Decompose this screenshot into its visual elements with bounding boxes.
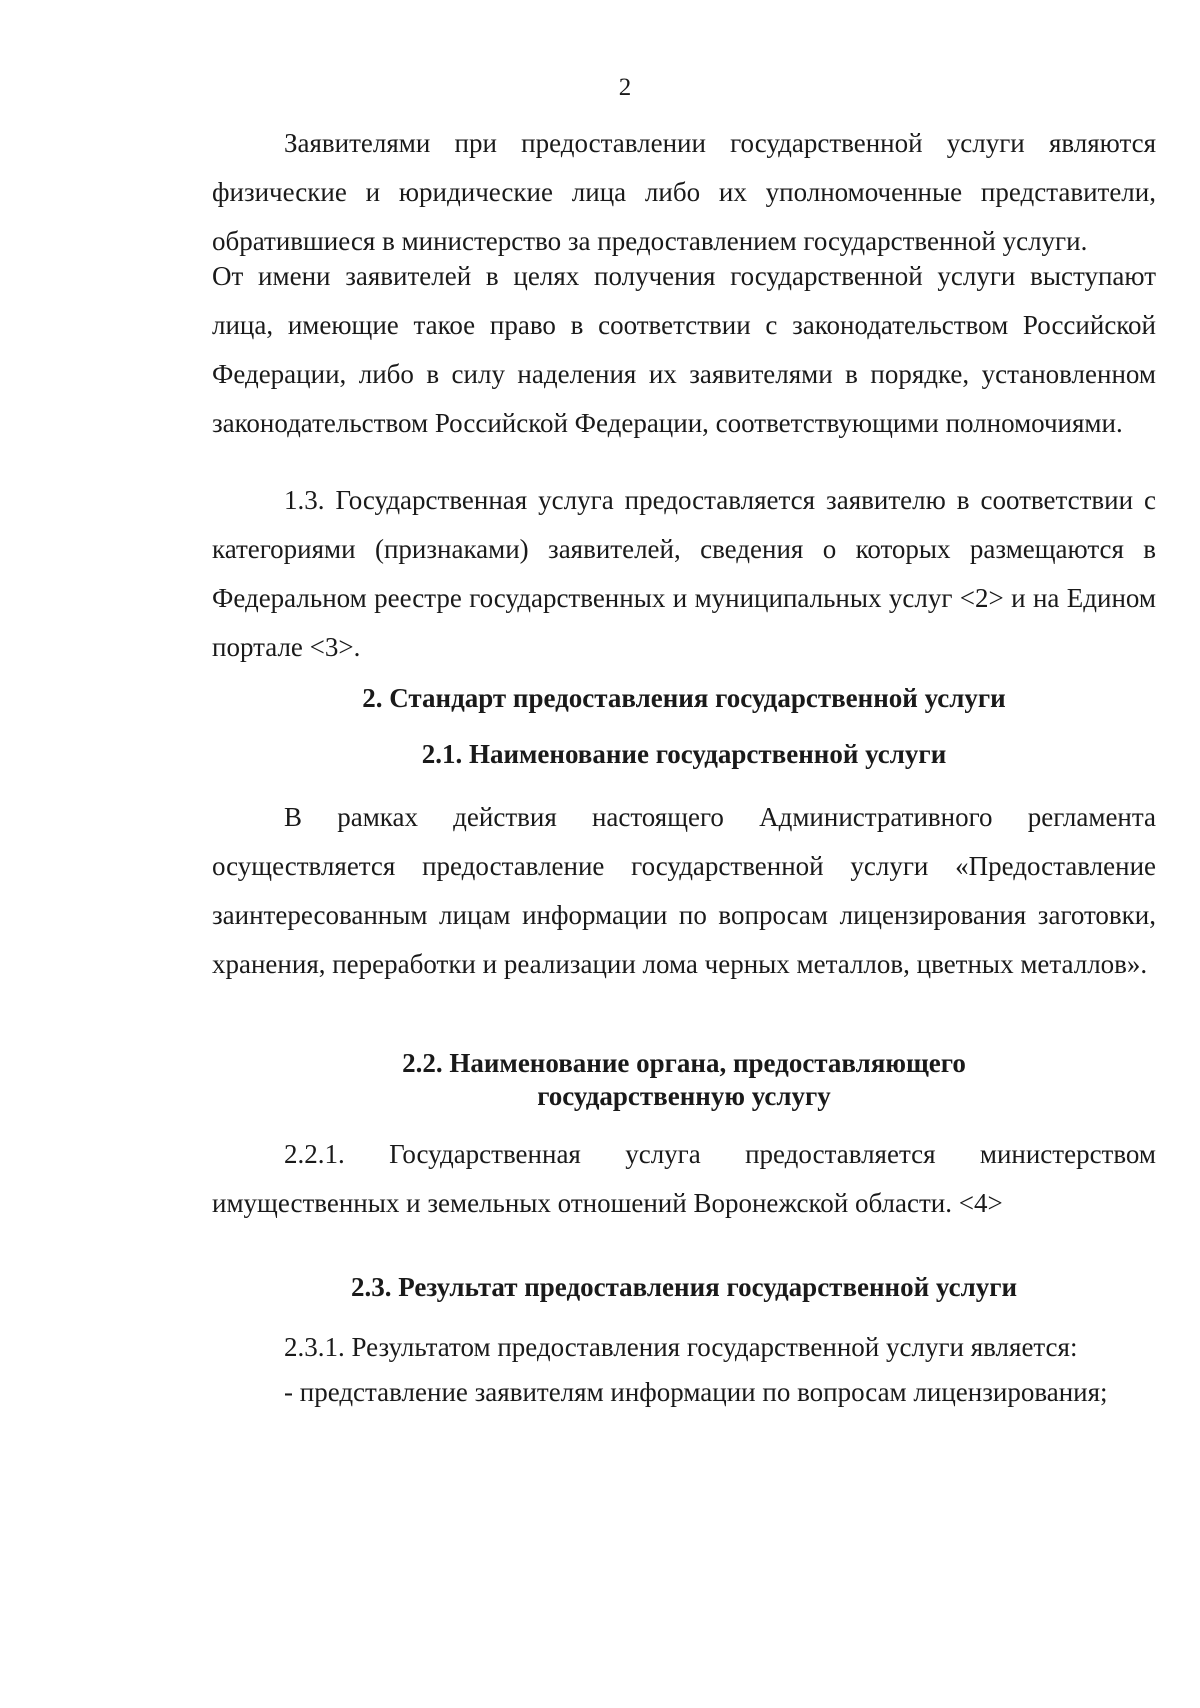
- paragraph-2-1: В рамках действия настоящего Административного регламента осуществляется предоставление государственной услуги «Предоставление заинтересованным лицам информации по вопросам лицензирования заготовки, хранения, переработки и реализации лома черных металлов, цветных металлов».: [212, 802, 1156, 979]
- result-list-item: - представление заявителям информации по вопросам лицензирования;: [284, 1377, 1108, 1407]
- page-number: 2: [618, 74, 632, 101]
- section-2-2-heading-line1: 2.2. Наименование органа, предоставляющего: [402, 1048, 966, 1078]
- section-2-heading: 2. Стандарт предоставления государственной услуги: [362, 683, 1006, 713]
- section-2-2-heading-line2: государственную услугу: [537, 1081, 831, 1111]
- intro-paragraph-applicants: Заявителями при предоставлении государственной услуги являются физические и юридические лица либо их уполномоченные представители, обратившиеся в министерство за предоставлением государственной услуги.: [212, 128, 1156, 256]
- section-2-3-heading: 2.3. Результат предоставления государственной услуги: [350, 1272, 1018, 1302]
- paragraph-2-2-1: 2.2.1. Государственная услуга предоставляется министерством имущественных и земельных отношений Воронежской области. <4>: [212, 1139, 1156, 1218]
- paragraph-1-3: 1.3. Государственная услуга предоставляется заявителю в соответствии с категориями (признаками) заявителей, сведения о которых размещаются в Федеральном реестре государственных и муниципальных услуг <2> и на Едином портале <3>.: [212, 485, 1156, 662]
- intro-paragraph-representatives: От имени заявителей в целях получения государственной услуги выступают лица, имеющие такое право в соответствии с законодательством Российской Федерации, либо в силу наделения их заявителями в порядке, установленном законодательством Российской Федерации, соответствующими полномочиями.: [212, 261, 1156, 438]
- section-2-1-heading: 2.1. Наименование государственной услуги: [421, 739, 947, 769]
- paragraph-2-3-1: 2.3.1. Результатом предоставления государственной услуги является:: [284, 1332, 1078, 1362]
